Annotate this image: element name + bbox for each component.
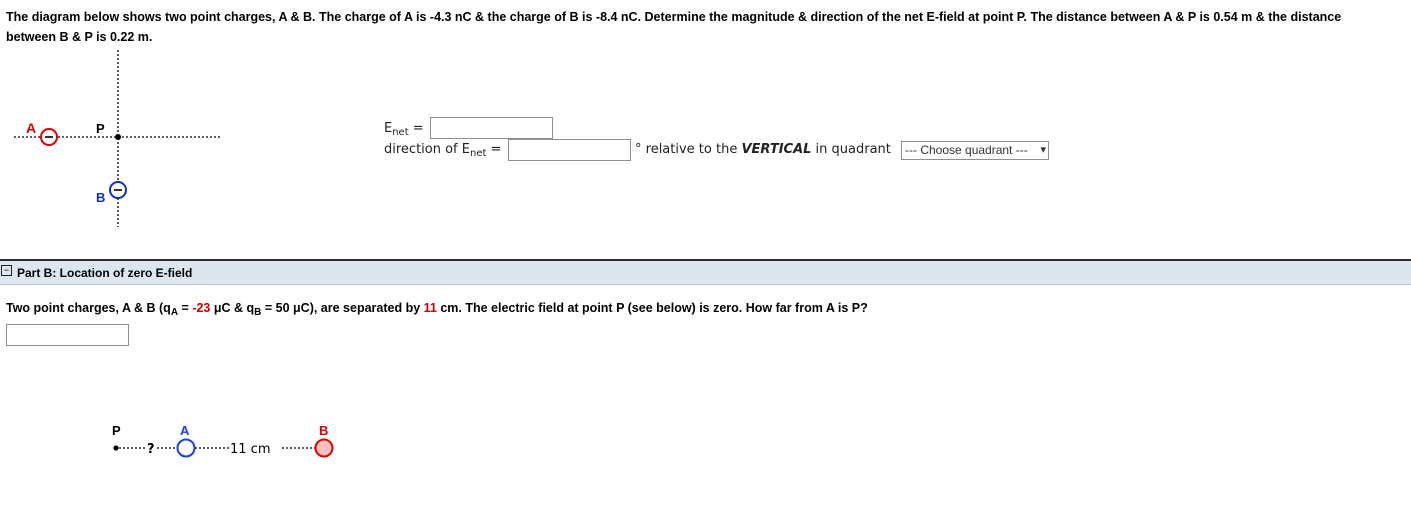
distance-answer-input[interactable]: [6, 324, 129, 346]
chevron-down-icon: ▾: [1040, 144, 1046, 156]
point-p-dot: [113, 445, 118, 450]
question-mark: ?: [147, 442, 155, 457]
collapse-icon[interactable]: −: [1, 265, 12, 276]
question-line-2: between B & P is 0.22 m.: [6, 30, 153, 44]
relative-text-vertical: VERTICAL: [741, 142, 812, 157]
label-p: P: [96, 121, 105, 136]
question-line-1: The diagram below shows two point charges, A & B. The charge of A is -4.3 nC & the charge of B is -8.4 nC. Determine the magnitude & direction of the net E-field at point P. The distance between A & P is 0.54 m & the distance: [6, 10, 1342, 24]
relative-text: [635, 142, 891, 157]
charge-diagram-b: [100, 418, 350, 468]
relative-text-2: in quadrant: [811, 142, 891, 157]
q-sub-a: A: [170, 307, 179, 318]
q-post: cm. The electric field at point P (see below) is zero. How far from A is P?: [436, 301, 868, 315]
enet-label-e: E: [384, 121, 393, 136]
distance-label: 11 cm: [230, 442, 271, 457]
question-text: [6, 7, 1406, 47]
q-pre: Two point charges, A & B (q: [6, 301, 171, 315]
direction-label-eq: =: [490, 142, 502, 157]
label-a: A: [26, 120, 37, 136]
q-eq-1: =: [178, 301, 193, 315]
label-p: P: [112, 423, 121, 438]
qa-value: -23: [192, 301, 211, 315]
direction-label-sub: net: [469, 148, 487, 159]
q-eq-2: = 50: [261, 301, 294, 315]
direction-label: [384, 142, 501, 159]
direction-label-text: direction of E: [384, 142, 470, 157]
q-sub-b: B: [254, 307, 262, 318]
direction-input[interactable]: [508, 139, 631, 161]
q-unit-1: μC & q: [210, 301, 255, 315]
charge-a-circle: [178, 440, 195, 457]
quadrant-select[interactable]: [901, 141, 1049, 160]
relative-text-1: ° relative to the: [635, 142, 742, 157]
enet-label-eq: =: [412, 121, 424, 136]
part-b-header[interactable]: [0, 259, 1411, 285]
charge-b-circle: [316, 440, 333, 457]
point-p-dot: [115, 134, 121, 140]
quadrant-select-value: --- Choose quadrant ---: [905, 143, 1028, 157]
charge-diagram-a: [0, 45, 240, 235]
q-unit-2: μC), are separated by: [293, 301, 424, 315]
label-a: A: [180, 423, 190, 438]
enet-label-sub: net: [392, 127, 409, 138]
part-b-question: [6, 301, 868, 318]
label-b: B: [319, 423, 329, 438]
label-b: B: [96, 190, 106, 205]
part-b-title: Part B: Location of zero E-field: [17, 266, 193, 280]
enet-input[interactable]: [430, 117, 553, 139]
separation-value: 11: [423, 301, 437, 315]
enet-label: [384, 121, 424, 138]
